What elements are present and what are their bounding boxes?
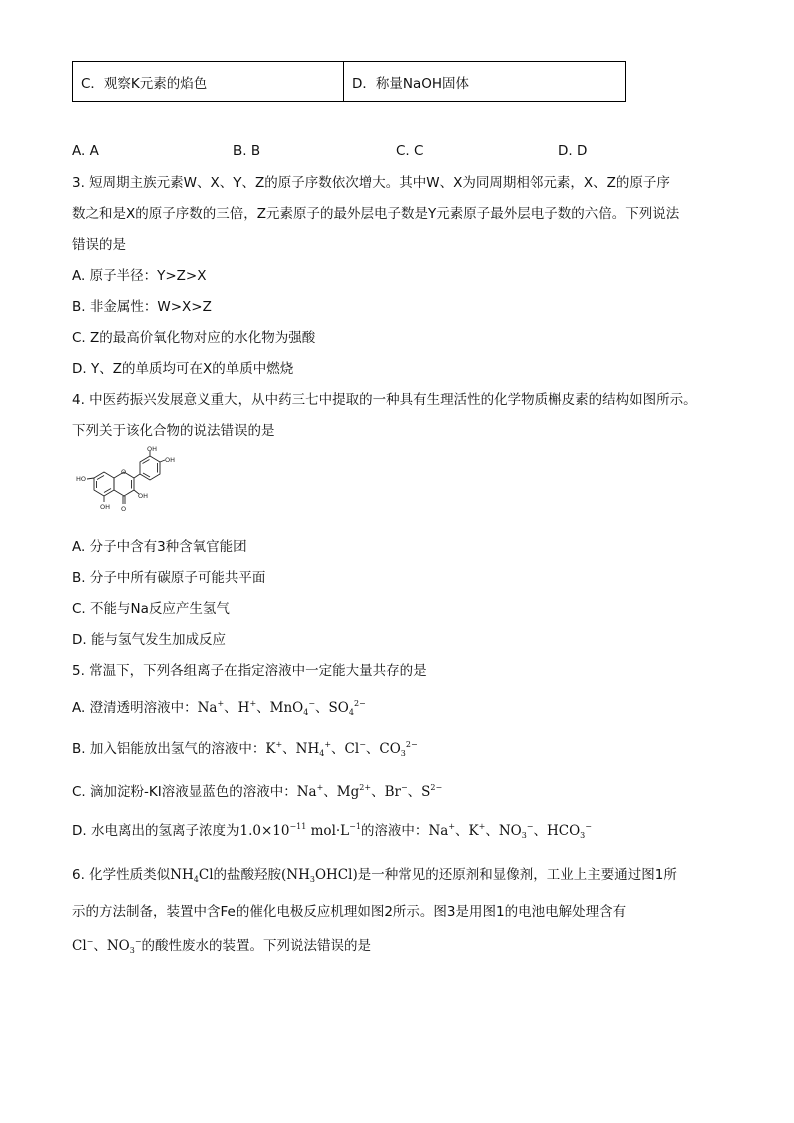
table-cell-c [73,62,344,101]
q6-formula-nh3ohcl: $(NH_3OHCl)$ [281,867,358,884]
q5-option-b-label: B. 加入铝能放出氢气的溶液中： [72,741,266,757]
table-cell-c-text: C．观察K元素的焰色 [81,75,208,92]
table-cell-d [344,62,625,101]
q4-option-a: A. 分子中含有3种含氧官能团 [72,539,247,555]
q2-option-c: C. C [396,143,424,159]
struct-label-oh-5: OH [100,503,111,511]
q5-option-d-ions: Na+、K+、$NO_3^-$、$HCO_3^-$ [428,822,592,840]
q5-option-a-label: A. 澄清透明溶液中： [72,700,198,716]
q2-option-b: B. B [233,143,261,159]
q3-stem-line3: 错误的是 [72,237,126,253]
q4-stem-line1: 4. 中医药振兴发展意义重大，从中药三七中提取的一种具有生理活性的化学物质槲皮素的结构如图所示。 [72,392,697,408]
q5-stem: 5. 常温下，下列各组离子在指定溶液中一定能大量共存的是 [72,663,427,679]
q5-option-c-label: C. 滴加淀粉-KI溶液显蓝色的溶液中： [72,784,297,800]
q5-option-a-ions: Na+、H+、MnO$_4$−、$SO_4^{2-}$ [197,699,366,717]
q6-part3: 是一种常见的还原剂和显像剂，工业上主要通过图1所 [357,867,677,883]
q6-part1: 6. 化学性质类似 [72,867,171,883]
q5-option-b-ions: K+、$NH_4^+$、Cl−、$CO_3^{2-}$ [265,740,418,758]
q5-option-d [72,822,592,840]
q6-stem-line3 [72,937,371,955]
q4-option-d: D. 能与氢气发生加成反应 [72,632,226,648]
q5-option-c [72,783,442,801]
q3-option-d: D. Y、Z的单质均可在X的单质中燃烧 [72,361,294,377]
table-cell-d-text: D．称量NaOH固体 [352,75,470,92]
q3-stem-line2: 数之和是X的原子序数的三倍，Z元素原子的最外层电子数是Y元素原子最外层电子数的六倍。下列说法 [72,206,680,222]
q6-stem-line2: 示的方法制备，装置中含Fe的催化电极反应机理如图2所示。图3是用图1的电池电解处理含有 [72,904,627,920]
q2-option-d: D. D [558,143,588,159]
struct-label-ho-left: HO [76,475,87,483]
q5-option-d-conc: $1.0\times 10^{-11}$ $mol\cdot L^{-1}$ [239,822,361,839]
struct-label-carbonyl-o: O [121,505,127,513]
q4-option-b: B. 分子中所有碳原子可能共平面 [72,570,266,586]
q4-option-c: C. 不能与Na反应产生氢气 [72,601,230,617]
q6-part2: 的盐酸羟胺 [213,867,282,883]
struct-label-oh-3: OH [138,492,149,500]
q5-option-d-mid: 的溶液中： [360,823,429,839]
q2-option-a: A. A [72,143,99,159]
q3-stem-line1: 3. 短周期主族元素W、X、Y、Z的原子序数依次增大。其中W、X为同周期相邻元素，X、Z的原子序 [72,175,670,191]
q6-line3-tail: 的酸性废水的装置。下列说法错误的是 [141,938,372,954]
q6-stem-line1 [72,866,677,884]
q3-option-c: C. Z的最高价氧化物对应的水化物为强酸 [72,330,316,346]
q3-option-b: B. 非金属性：W>X>Z [72,299,212,315]
q5-option-b [72,740,418,758]
struct-label-ring-o: O [121,468,127,476]
q3-option-a: A. 原子半径：Y>Z>X [72,268,207,284]
q5-option-d-label: D. 水电离出的氢离子浓度为 [72,823,240,839]
quercetin-structure-diagram [72,445,176,526]
q6-formula-nh4cl: $NH_4Cl$ [170,867,214,884]
q5-option-c-ions: Na+、$Mg^{2+}$、Br−、$S^{2-}$ [296,783,443,800]
q5-option-a [72,699,366,717]
q4-stem-line2: 下列关于该化合物的说法错误的是 [72,423,275,439]
struct-label-oh-top: OH [147,445,158,453]
q6-ions: Cl−、$NO_3^-$ [72,937,142,955]
struct-label-oh-right: OH [165,456,176,464]
options-table-row [72,61,626,102]
